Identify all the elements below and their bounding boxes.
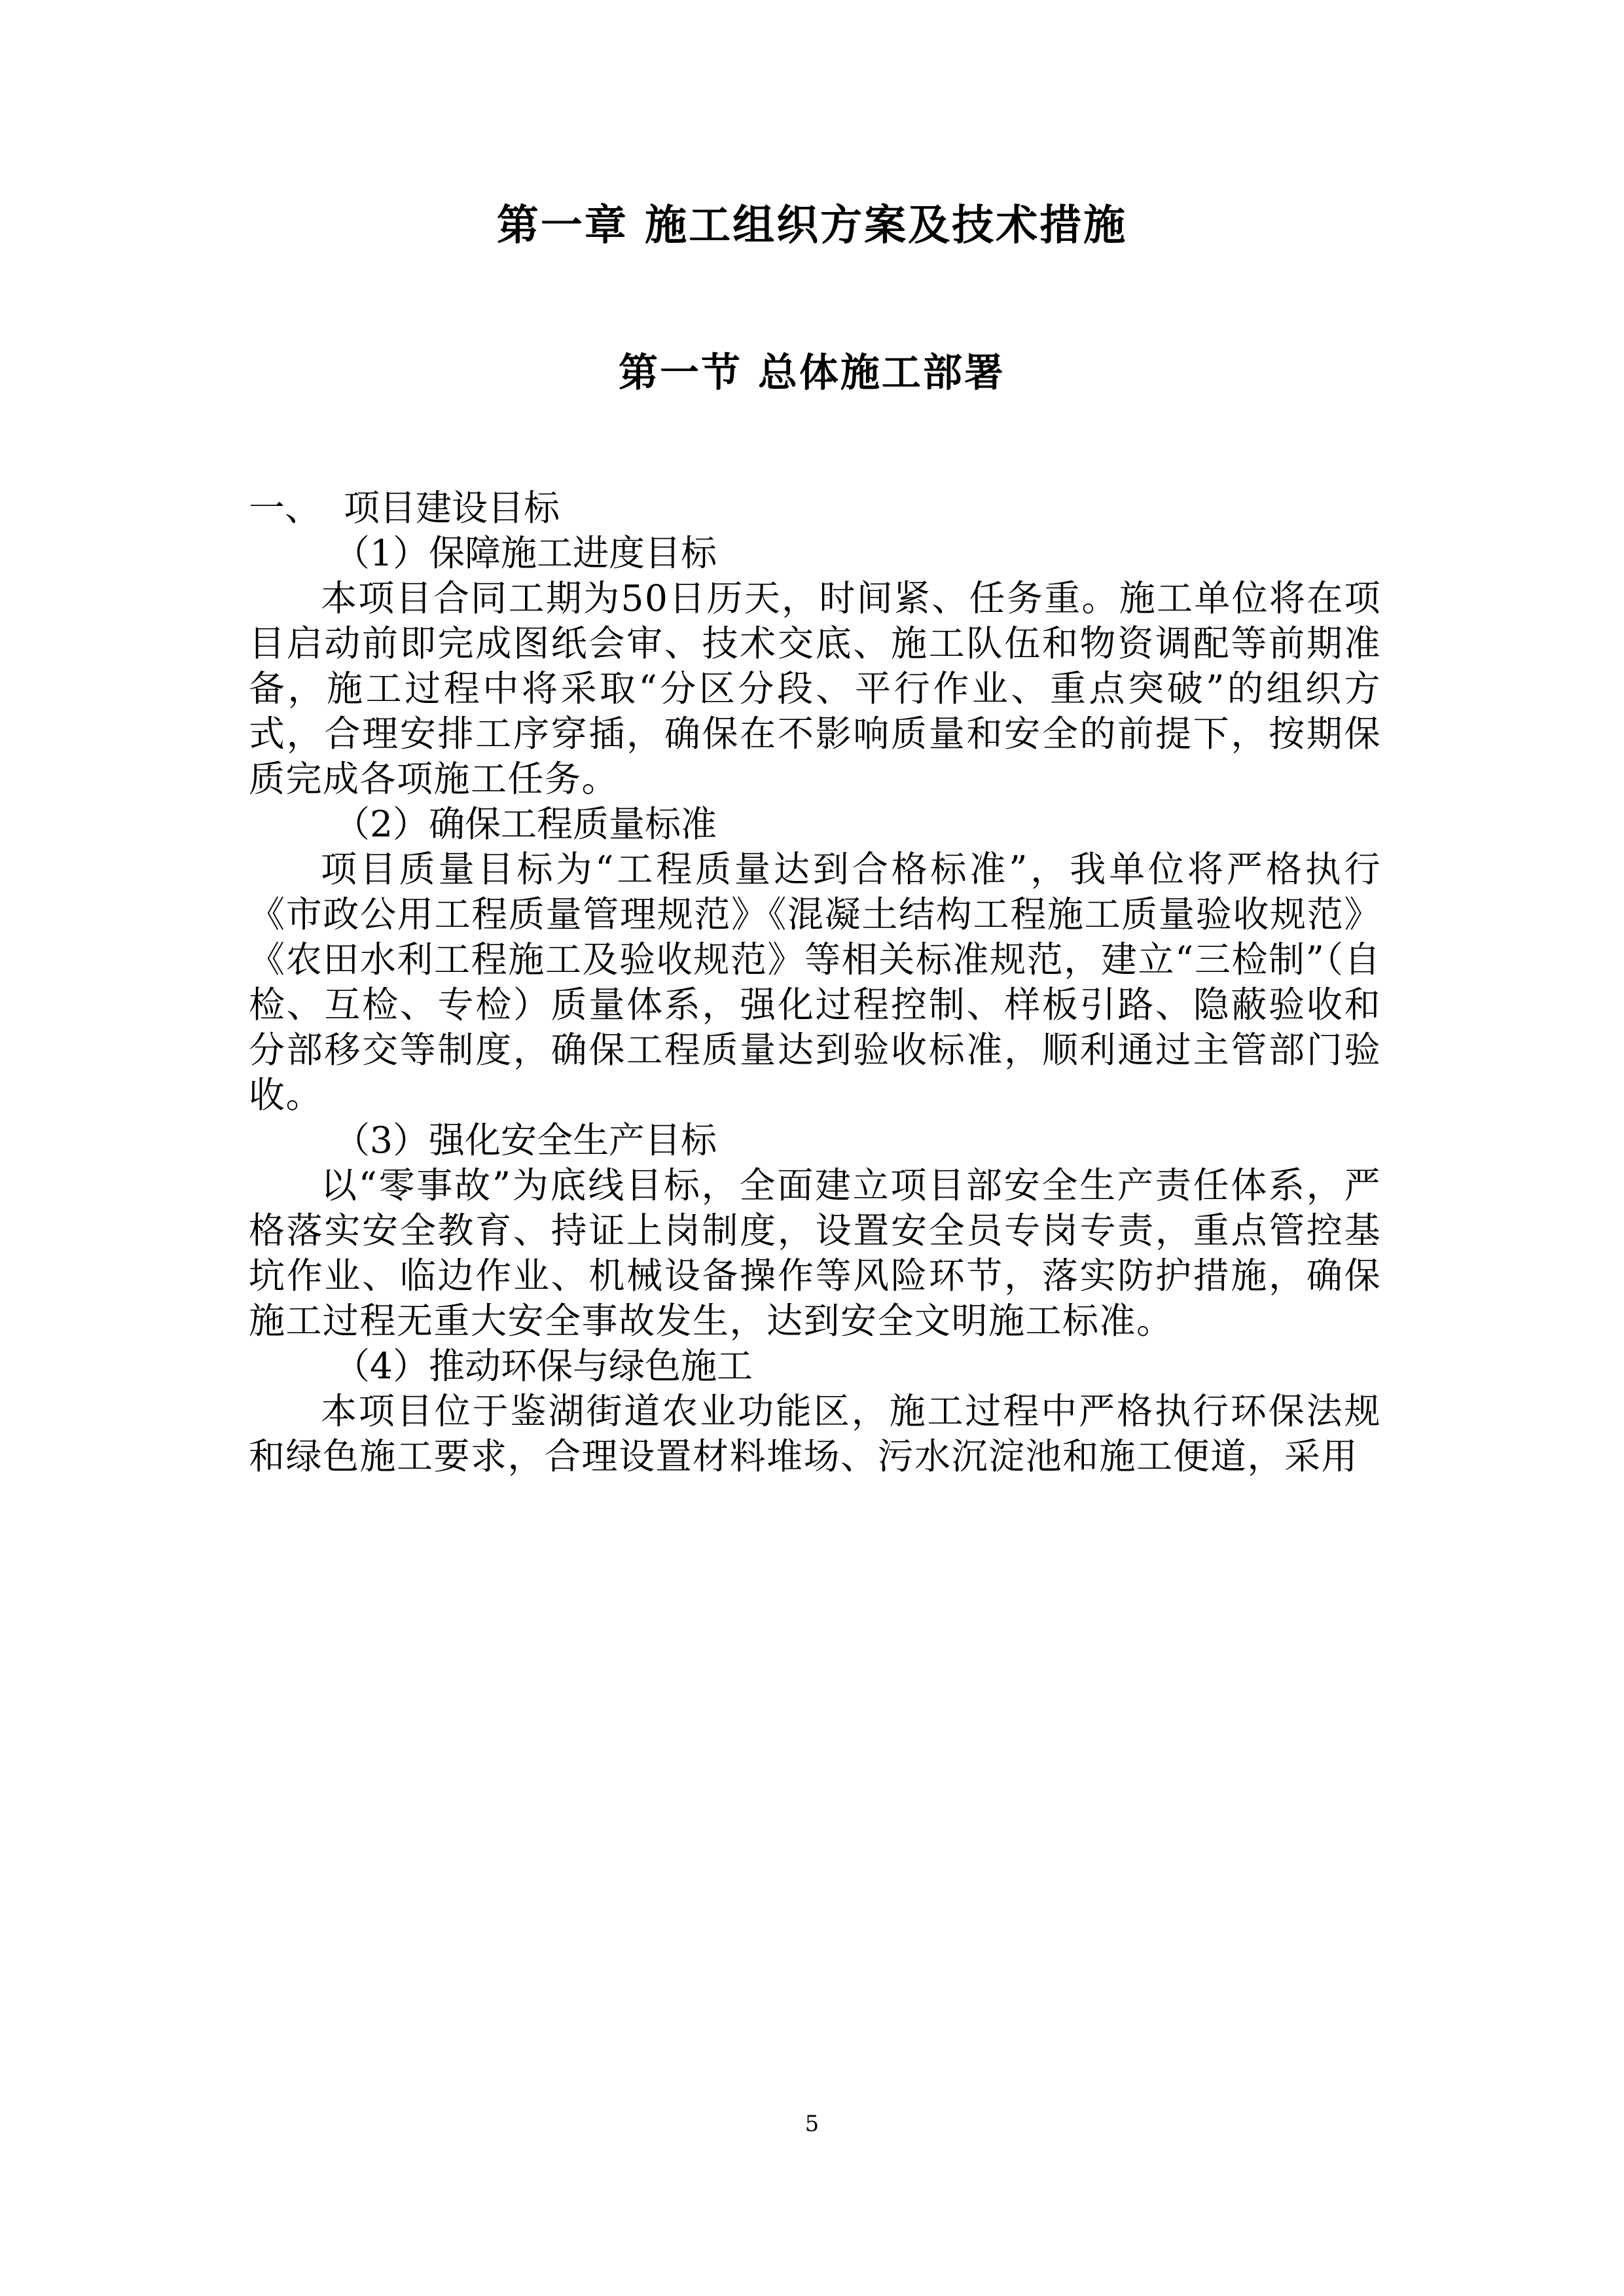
paragraph-quality: 项目质量目标为“工程质量达到合格标准”，我单位将严格执行《市政公用工程质量管理规范》《混凝土结构工程施工质量验收规范》《农田水利工程施工及验收规范》等相关标准规范，建立“三检制”（自检、互检、专检）质量体系，强化过程控制、样板引路、隐蔽验收和分部移交等制度，确保工程质量达到验收标准，顺利通过主管部门验收。	[249, 848, 1381, 1116]
page-number: 5	[804, 2111, 820, 2137]
section-title: 第一节 总体施工部署	[619, 350, 1005, 396]
paragraph-environment: 本项目位于鉴湖街道农业功能区，施工过程中严格执行环保法规和绿色施工要求，合理设置材料堆场、污水沉淀池和施工便道，采用	[249, 1390, 1381, 1477]
subheading-quality: （2）确保工程质量标准	[334, 803, 717, 845]
subheading-environment: （4）推动环保与绿色施工	[334, 1345, 753, 1387]
heading-text: 项目建设目标	[344, 487, 560, 529]
paragraph-safety: 以“零事故”为底线目标，全面建立项目部安全生产责任体系，严格落实安全教育、持证上岗制度，设置安全员专岗专责，重点管控基坑作业、临边作业、机械设备操作等风险环节，落实防护措施，确保施工过程无重大安全事故发生，达到安全文明施工标准。	[249, 1164, 1381, 1342]
chapter-title: 第一章 施工组织方案及技术措施	[496, 201, 1128, 250]
subheading-schedule: （1）保障施工进度目标	[334, 532, 717, 574]
subheading-safety: （3）强化安全生产目标	[334, 1119, 717, 1161]
body-text	[249, 486, 1381, 1479]
heading-project-goals	[249, 486, 1381, 531]
heading-number: 一、	[249, 487, 321, 529]
paragraph-schedule: 本项目合同工期为50日历天，时间紧、任务重。施工单位将在项目启动前即完成图纸会审、技术交底、施工队伍和物资调配等前期准备，施工过程中将采取“分区分段、平行作业、重点突破”的组织方式，合理安排工序穿插，确保在不影响质量和安全的前提下，按期保质完成各项施工任务。	[249, 577, 1381, 800]
